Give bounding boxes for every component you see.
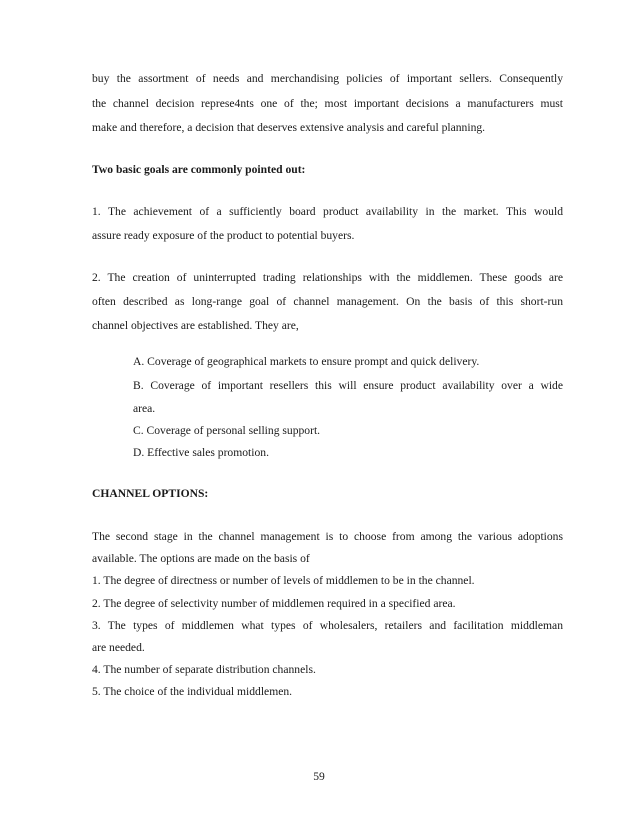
body-text-line: available. The options are made on the basis of [92,552,310,565]
body-text-line: make and therefore, a decision that deserves extensive analysis and careful planning. [92,121,486,134]
list-item-continuation: area. [133,402,156,415]
list-item: 4. The number of separate distribution channels. [92,663,316,676]
list-item: C. Coverage of personal selling support. [133,424,321,437]
list-item: A. Coverage of geographical markets to ensure prompt and quick delivery. [133,355,480,368]
list-item: 2. The degree of selectivity number of middlemen required in a specified area. [92,597,456,610]
body-text-line: the channel decision represe4nts one of the; most important decisions a manufacturers must [92,97,563,110]
list-item: B. Coverage of important resellers this will ensure product availability over a wide [133,379,563,392]
section-heading: CHANNEL OPTIONS: [92,487,209,500]
body-text-line: assure ready exposure of the product to potential buyers. [92,229,355,242]
list-item: 5. The choice of the individual middlemen. [92,685,293,698]
page-number: 59 [313,770,325,783]
section-heading: Two basic goals are commonly pointed out: [92,163,306,176]
body-text-line: 2. The creation of uninterrupted trading relationships with the middlemen. These goods are [92,271,563,284]
list-item: 1. The degree of directness or number of levels of middlemen to be in the channel. [92,574,475,587]
body-text-line: often described as long-range goal of channel management. On the basis of this short-run [92,295,563,308]
body-text-line: buy the assortment of needs and merchandising policies of important sellers. Consequently [92,72,563,85]
body-text-line: 1. The achievement of a sufficiently board product availability in the market. This would [92,205,563,218]
list-item: 3. The types of middlemen what types of wholesalers, retailers and facilitation middleman [92,619,563,632]
list-item-continuation: are needed. [92,641,145,654]
list-item: D. Effective sales promotion. [133,446,269,459]
body-text-line: The second stage in the channel management is to choose from among the various adoptions [92,530,563,543]
body-text-line: channel objectives are established. They are, [92,319,299,332]
